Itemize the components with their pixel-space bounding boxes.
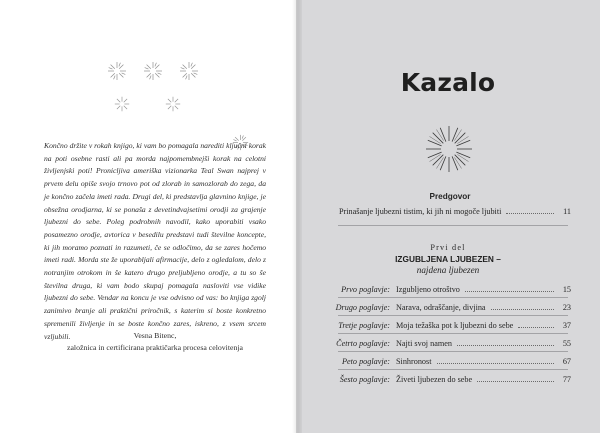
toc-entry-title: Moja težaška pot k ljubezni do sebe (396, 321, 514, 330)
divider (338, 225, 568, 226)
sparkle-ornament-icon (179, 61, 199, 81)
toc-entry-chapter[interactable] (326, 357, 571, 366)
starburst-ornament-icon (424, 124, 474, 174)
toc-entry-page: 11 (563, 207, 571, 216)
dot-leader (491, 309, 554, 310)
toc-entry-title: Živeti ljubezen do sebe (396, 375, 473, 384)
toc-title: Kazalo (400, 68, 496, 97)
toc-entry-page: 15 (562, 285, 571, 294)
toc-entry-title: Prinašanje ljubezni tistim, ki jih ni mogoče ljubiti (339, 207, 502, 216)
divider (338, 333, 568, 334)
toc-entry-preface[interactable] (339, 207, 571, 216)
toc-chapter-label: Šesto poglavje: (339, 375, 390, 384)
sparkle-ornament-icon (107, 61, 127, 81)
toc-entry-page: 55 (562, 339, 571, 348)
dot-leader (506, 213, 554, 214)
part-title: IZGUBLJENA LJUBEZEN – (395, 254, 501, 264)
divider (338, 351, 568, 352)
toc-entry-page: 37 (562, 321, 571, 330)
toc-entry-chapter[interactable] (326, 321, 571, 330)
toc-entry-title: Izgubljeno otroštvo (396, 285, 460, 294)
toc-chapter-label: Tretje poglavje: (338, 321, 390, 330)
dot-leader (465, 291, 554, 292)
toc-entry-page: 67 (562, 357, 571, 366)
sparkle-ornament-icon (165, 96, 181, 112)
part-label: Prvi del (430, 243, 466, 252)
sparkle-ornament-icon (114, 96, 130, 112)
dot-leader (477, 381, 554, 382)
foreword-text: Končno držite v rokah knjigo, ki vam bo pomagala narediti ključni korak na poti osebne rasti ali pa morda najpomembnejši korak na celotni življenjski poti! Pronicljiva ameriška vizionarka Teal Swan najprej v prvem delu opiše svojo trnovo pot od zlorab in samozlorab do zega, da je končno začela imeti rada. Drugi del, ki predstavlja glavnino knjige, je obsežna orodjarna, ki se ponaša z devetindvajsetimi orodji za grajenje ljubezni do sebe. Poleg podrobnih navodil, kako uporabiti vsako posamezno orodje, avtorica v besedilu predstavi tudi številne koncepte, ki jih moramo poznati in razumeti, če se odločimo, da se zares hočemo imeti radi. Morda ste že uporabljali afirmacije, delo z ogledalom, delo z notranjim otrokom in še katero drugo preljubljeno orodje, a tu so še številna druga, ki vam bodo skupaj pomagala nasloviti vse vidike ljubezni do sebe. Vendar na koncu je vse odvisno od vas: bo knjiga zgolj zanimivo branje ali praktični priročnik, s katerim si boste konkretno spremenili življenje in se boste končno zares, iskreno, z vsem srcem vzljubili. (44, 141, 266, 341)
toc-entry-title: Sinhronost (396, 357, 432, 366)
toc-entry-chapter[interactable] (326, 375, 571, 384)
toc-entry-chapter[interactable] (326, 339, 571, 348)
dot-leader (457, 345, 554, 346)
toc-entry-title: Narava, odraščanje, divjina (396, 303, 486, 312)
sparkle-ornament-icon (143, 61, 163, 81)
signature (44, 330, 266, 354)
book-gutter (292, 0, 302, 433)
dot-leader (518, 327, 554, 328)
toc-entry-page: 77 (562, 375, 571, 384)
divider (338, 369, 568, 370)
toc-entry-chapter[interactable] (326, 303, 571, 312)
toc-chapter-label: Drugo poglavje: (335, 303, 390, 312)
part-subtitle: najdena ljubezen (416, 265, 480, 275)
preface-heading: Predgovor (429, 192, 471, 201)
dot-leader (437, 363, 555, 364)
toc-chapter-label: Prvo poglavje: (341, 285, 390, 294)
signature-name: Vesna Bitenc, (133, 331, 177, 340)
toc-chapter-label: Peto poglavje: (342, 357, 390, 366)
toc-entry-page: 23 (562, 303, 571, 312)
signature-role: založnica in certificirana praktičarka procesa celovitenja (67, 343, 243, 352)
divider (338, 315, 568, 316)
toc-entry-title: Najti svoj namen (396, 339, 452, 348)
divider (338, 297, 568, 298)
toc-entry-chapter[interactable] (326, 285, 571, 294)
toc-chapter-label: Četrto poglavje: (336, 339, 390, 348)
